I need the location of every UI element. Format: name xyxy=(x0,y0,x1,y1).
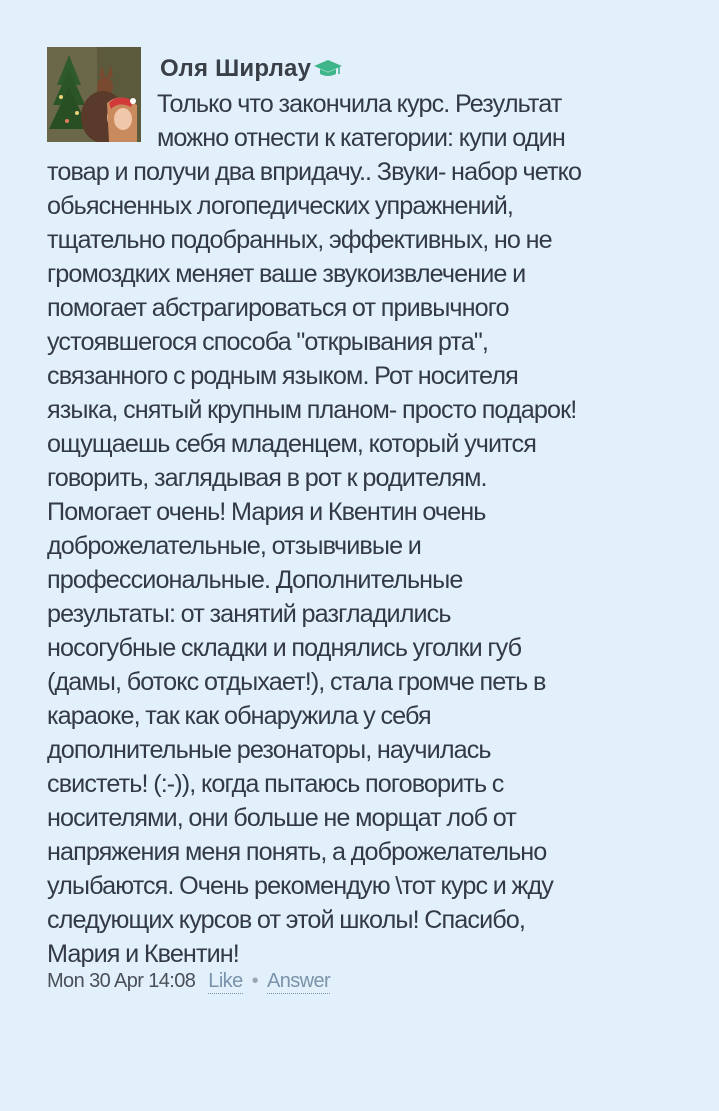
comment-line: обьясненных логопедических упражнений, xyxy=(47,192,513,220)
comment-line: результаты: от занятий разгладились xyxy=(47,600,451,628)
comment-line: можно отнести к категории: купи один xyxy=(157,124,565,152)
comment-line: Мария и Квентин! xyxy=(47,940,239,968)
author-name[interactable] xyxy=(160,55,343,86)
comment-line: тщательно подобранных, эффективных, но не xyxy=(47,226,552,254)
comment-line: носителями, они больше не морщат лоб от xyxy=(47,804,516,832)
comment-line: напряжения меня понять, а доброжелательно xyxy=(47,838,547,866)
comment-text xyxy=(47,87,687,971)
comment-date: Mon 30 Apr 14:08 xyxy=(47,970,196,992)
author-name-text[interactable]: Оля Ширлау xyxy=(160,55,312,82)
comment-line: связанного с родным языком. Рот носителя xyxy=(47,362,518,390)
comment-line: товар и получи два впридачу.. Звуки- набор четко xyxy=(47,158,582,186)
comment-line: дополнительные резонаторы, научилась xyxy=(47,736,491,764)
comment-line: свистеть! (:-)), когда пытаюсь поговорить с xyxy=(47,770,504,798)
comment-line: доброжелательные, отзывчивые и xyxy=(47,532,421,560)
comment-line: караоке, так как обнаружила у себя xyxy=(47,702,431,730)
separator-dot: • xyxy=(251,970,258,992)
comment-line: устоявшегося способа "открывания рта", xyxy=(47,328,488,356)
comment-line: Только что закончила курс. Результат xyxy=(157,90,562,118)
comment-line: следующих курсов от этой школы! Спасибо, xyxy=(47,906,526,934)
comment-line: улыбаются. Очень рекомендую \тот курс и жду xyxy=(47,872,553,900)
comment-line: профессиональные. Дополнительные xyxy=(47,566,463,594)
graduation-cap-icon xyxy=(313,57,343,86)
comment-line: языка, снятый крупным планом- просто подарок! xyxy=(47,396,577,424)
like-link[interactable]: Like xyxy=(208,970,243,992)
comment-line: (дамы, ботокс отдыхает!), стала громче петь в xyxy=(47,668,546,696)
comment-line: помогает абстрагироваться от привычного xyxy=(47,294,509,322)
comment-meta xyxy=(47,970,330,993)
answer-link[interactable]: Answer xyxy=(267,970,331,992)
comment-line: Помогает очень! Мария и Квентин очень xyxy=(47,498,486,526)
comment-line: громоздких меняет ваше звукоизвлечение и xyxy=(47,260,526,288)
comment-line: носогубные складки и поднялись уголки губ xyxy=(47,634,522,662)
comment-line: говорить, заглядывая в рот к родителям. xyxy=(47,464,487,492)
comment-line: ощущаешь себя младенцем, который учится xyxy=(47,430,536,458)
